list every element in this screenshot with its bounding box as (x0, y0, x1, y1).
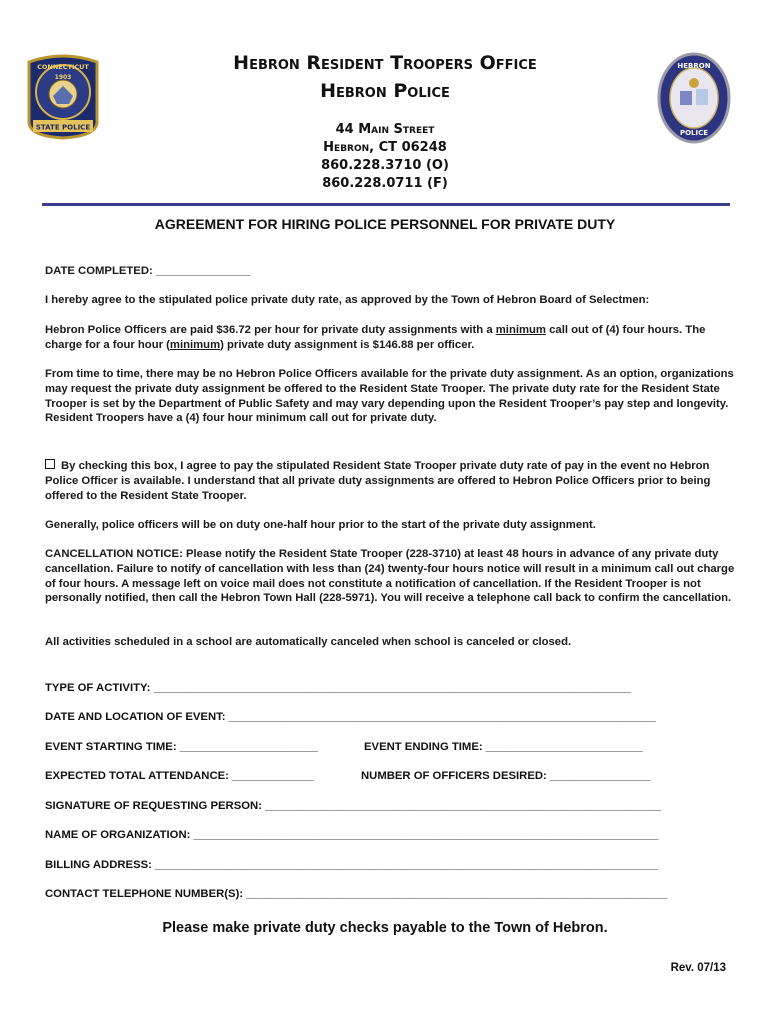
attendance-field[interactable]: EXPECTED TOTAL ATTENDANCE: _____________ (45, 770, 314, 782)
contact-phone-field[interactable]: CONTACT TELEPHONE NUMBER(S): ___________________________________________________________________ (45, 888, 668, 900)
right-badge-bottom-text: POLICE (679, 129, 709, 137)
right-badge-top-text: HEBRON (677, 62, 711, 70)
left-badge-top-text: CONNECTICUT (37, 63, 89, 71)
date-completed-field[interactable]: DATE COMPLETED: _______________ (45, 265, 251, 277)
street-address: 44 Main Street (335, 122, 435, 137)
office-title: Hebron Resident Troopers Office (233, 52, 537, 74)
on-duty-paragraph: Generally, police officers will be on duty one-half hour prior to the start of the private duty assignment. (45, 519, 596, 531)
city-state-zip: Hebron, CT 06248 (323, 140, 447, 155)
agreement-checkbox[interactable] (45, 459, 55, 469)
end-time-field[interactable]: EVENT ENDING TIME: _________________________ (364, 741, 643, 753)
officer-rate-paragraph: Hebron Police Officers are paid $36.72 per hour for private duty assignments with a minimum call out of (4) four hours. The charge for a four hour (minimum) private duty assignment is $146.88 per officer. (45, 324, 706, 351)
school-paragraph: All activities scheduled in a school are automatically canceled when school is canceled or closed. (45, 636, 572, 648)
organization-field[interactable]: NAME OF ORGANIZATION: __________________________________________________________________________ (45, 829, 659, 841)
officers-desired-field[interactable]: NUMBER OF OFFICERS DESIRED: ________________ (361, 770, 651, 782)
agreement-heading: AGREEMENT FOR HIRING POLICE PERSONNEL FOR PRIVATE DUTY (154, 216, 616, 232)
agreement-paragraph: I hereby agree to the stipulated police private duty rate, as approved by the Town of Hebron Board of Selectmen: (45, 294, 650, 306)
checkbox-paragraph: By checking this box, I agree to pay the stipulated Resident State Trooper private duty rate of pay in the event no Hebron Police Officer is available. I understand that all private duty assignments are offered to Hebron Police Officers prior to being offered to the Resident State Trooper. (45, 460, 711, 502)
payment-note: Please make private duty checks payable to the Town of Hebron. (162, 920, 608, 936)
revision-label: Rev. 07/13 (670, 962, 726, 974)
department-title: Hebron Police (320, 80, 450, 102)
start-time-field[interactable]: EVENT STARTING TIME: ______________________ (45, 741, 318, 753)
fax-number: 860.228.0711 (F) (322, 176, 448, 191)
left-badge-year: 1903 (54, 74, 72, 81)
header-divider (42, 203, 730, 206)
date-location-field[interactable]: DATE AND LOCATION OF EVENT: ____________________________________________________________________ (45, 711, 656, 723)
cancellation-paragraph: CANCELLATION NOTICE: Please notify the Resident State Trooper (228-3710) at least 48 hours in advance of any private duty cancellation. Failure to notify of cancellation with less than (24) twenty-four hours notice will result in a minimum call out charge of four hours. A message left on voice mail does not constitute a notification of cancellation. If the Resident Trooper is not personally notified, then call the Hebron Town Hall (228-5971). You will receive a telephone call back to confirm the cancellation. (45, 548, 735, 605)
resident-trooper-paragraph: From time to time, there may be no Hebron Police Officers available for the private duty assignment. As an option, organizations may request the private duty assignment be offered to the Resident State Trooper. The private duty rate for the Resident State Trooper is set by the Department of Public Safety and may vary depending upon the Resident Trooper’s pay step and longevity. Resident Troopers have a (4) four hour minimum call out for private duty. (45, 368, 734, 425)
signature-field[interactable]: SIGNATURE OF REQUESTING PERSON: _______________________________________________________________ (45, 800, 661, 812)
type-of-activity-field[interactable]: TYPE OF ACTIVITY: ____________________________________________________________________________ (45, 682, 632, 694)
left-badge-bottom-text: STATE POLICE (35, 123, 91, 132)
office-phone: 860.228.3710 (O) (321, 158, 449, 173)
billing-address-field[interactable]: BILLING ADDRESS: ________________________________________________________________________________ (45, 859, 658, 871)
